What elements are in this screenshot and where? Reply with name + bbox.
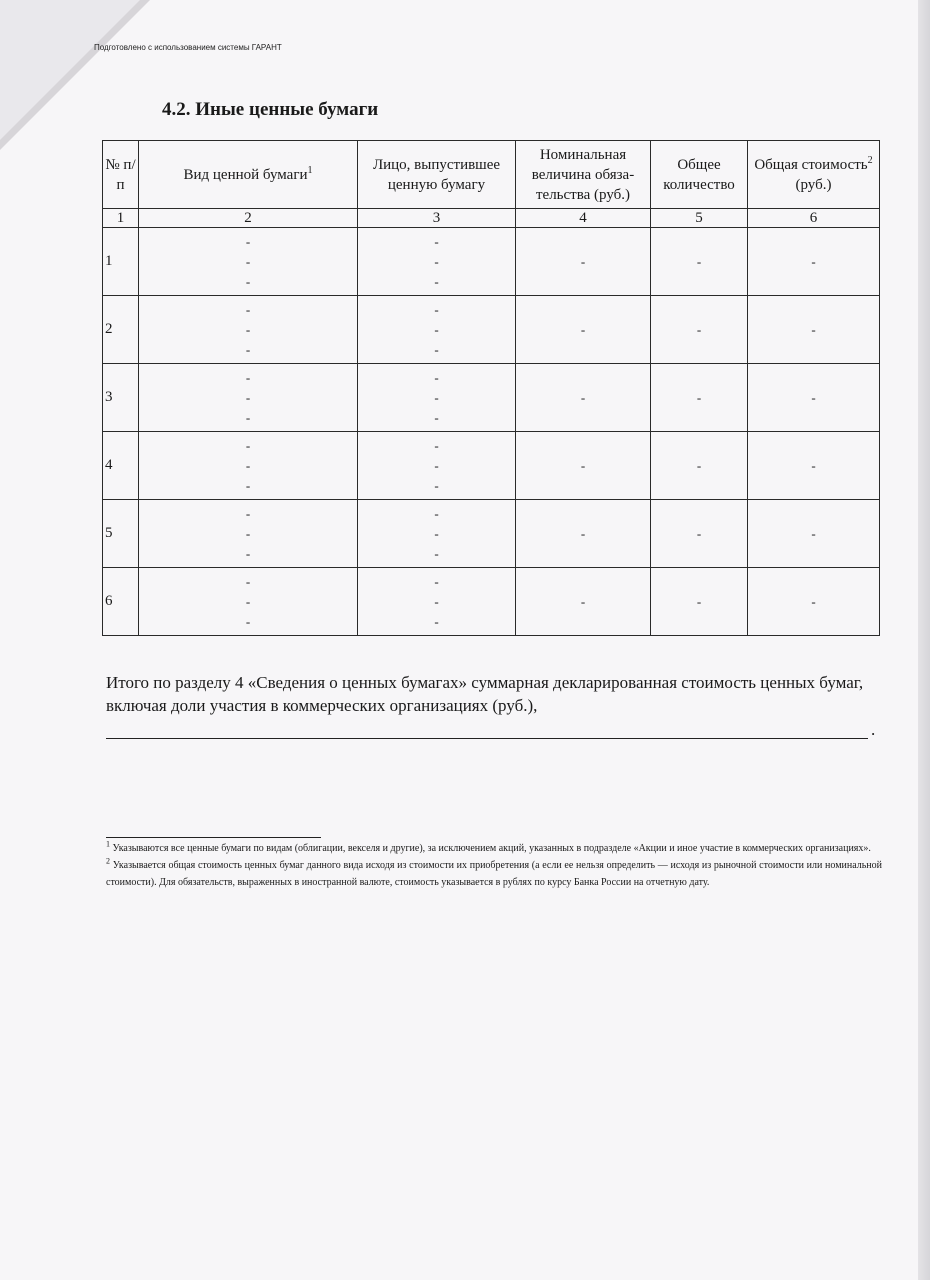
page-edge-shadow <box>918 0 930 1280</box>
cell-dash: - <box>434 525 439 541</box>
table-row <box>103 228 880 296</box>
summary-end-mark: . <box>871 720 876 739</box>
cell-dash: - <box>245 437 251 453</box>
row-number: 4 <box>103 432 139 500</box>
cell-dash: - <box>434 613 439 629</box>
column-number: 5 <box>651 209 748 228</box>
cell-dash: - <box>434 437 439 453</box>
row-number: 5 <box>103 500 139 568</box>
cell-dash: - <box>245 301 251 317</box>
header-issuer: Лицо, выпустившее ценную бумагу <box>358 141 516 209</box>
total-cell: - <box>748 228 880 296</box>
total-cell: - <box>748 296 880 364</box>
cell-dash: - <box>245 409 251 425</box>
cell-dash: - <box>434 505 439 521</box>
nominal-cell: - <box>516 228 651 296</box>
column-number: 1 <box>103 209 139 228</box>
column-number-row <box>103 209 880 228</box>
cell-dash: - <box>434 593 439 609</box>
nominal-cell: - <box>516 500 651 568</box>
row-number: 3 <box>103 364 139 432</box>
cell-dash: - <box>434 233 439 249</box>
summary-fill-line[interactable] <box>106 738 868 739</box>
row-number: 1 <box>103 228 139 296</box>
security-type-cell <box>139 228 358 296</box>
column-number: 6 <box>748 209 880 228</box>
table-row <box>103 364 880 432</box>
row-number: 2 <box>103 296 139 364</box>
cell-dash: - <box>434 389 439 405</box>
cell-dash: - <box>434 253 439 269</box>
cell-dash: - <box>434 321 439 337</box>
issuer-cell <box>358 432 516 500</box>
cell-dash: - <box>245 233 251 249</box>
quantity-cell: - <box>651 500 748 568</box>
footnote-1: $^1$ Указываются все ценные бумаги по видам (облигации, векселя и другие), за исключением акций, указанных в подразделе «Акции и иное участие в коммерческих организациях». <box>106 839 871 854</box>
quantity-cell: - <box>651 296 748 364</box>
total-cell: - <box>748 364 880 432</box>
total-cell: - <box>748 432 880 500</box>
security-type-cell <box>139 500 358 568</box>
cell-dash: - <box>434 273 439 289</box>
cell-dash: - <box>245 253 251 269</box>
header-total-value: Общая стоимость$^2$ (руб.) <box>748 141 880 209</box>
cell-dash: - <box>245 389 251 405</box>
total-cell: - <box>748 500 880 568</box>
cell-dash: - <box>434 301 439 317</box>
cell-dash: - <box>245 593 251 609</box>
quantity-cell: - <box>651 568 748 636</box>
table-row <box>103 296 880 364</box>
cell-dash: - <box>434 369 439 385</box>
security-type-cell <box>139 296 358 364</box>
footnote-2: $^2$ Указывается общая стоимость ценных бумаг данного вида исходя из стоимости их приобретения (а если ее нельзя определить — исходя из рыночной стоимости или номинальной стоимости). Для обязательств, выраженных в иностранной валюте, стоимость указывается в рублях по курсу Банка России на отчетную дату. <box>106 856 883 888</box>
issuer-cell <box>358 228 516 296</box>
issuer-cell <box>358 568 516 636</box>
header-row-number: № п/п <box>103 141 139 209</box>
header-total-quantity: Общее количество <box>651 141 748 209</box>
cell-dash: - <box>245 505 251 521</box>
footnotes <box>106 840 882 891</box>
nominal-cell: - <box>516 568 651 636</box>
cell-dash: - <box>434 457 439 473</box>
cell-dash: - <box>245 525 251 541</box>
table-row <box>103 432 880 500</box>
column-number: 4 <box>516 209 651 228</box>
cell-dash: - <box>245 457 251 473</box>
security-type-cell <box>139 568 358 636</box>
footnote-divider <box>106 837 321 838</box>
quantity-cell: - <box>651 228 748 296</box>
cell-dash: - <box>434 573 439 589</box>
column-number: 3 <box>358 209 516 228</box>
cell-dash: - <box>245 477 251 493</box>
cell-dash: - <box>245 273 251 289</box>
issuer-cell <box>358 500 516 568</box>
section-title: 4.2. Иные ценные бумаги <box>162 99 379 120</box>
securities-table <box>102 140 880 636</box>
total-cell: - <box>748 568 880 636</box>
section-summary-text: Итого по разделу 4 «Сведения о ценных бумагах» суммарная декларированная стоимость ценных бумаг, включая доли участия в коммерческих организациях (руб.), <box>106 673 864 715</box>
table-row <box>103 568 880 636</box>
cell-dash: - <box>245 573 251 589</box>
header-nominal-value: Номинальная величина обяза-тельства (руб.) <box>516 141 651 209</box>
cell-dash: - <box>434 545 439 561</box>
cell-dash: - <box>245 613 251 629</box>
garant-header-note: Подготовлено с использованием системы ГАРАНТ <box>94 43 282 52</box>
table-row <box>103 500 880 568</box>
cell-dash: - <box>245 369 251 385</box>
cell-dash: - <box>434 477 439 493</box>
cell-dash: - <box>245 341 251 357</box>
cell-dash: - <box>434 341 439 357</box>
cell-dash: - <box>245 321 251 337</box>
issuer-cell <box>358 364 516 432</box>
header-security-type: Вид ценной бумаги$^1$ <box>139 141 358 209</box>
page-corner-fold-highlight <box>0 0 140 140</box>
issuer-cell <box>358 296 516 364</box>
cell-dash: - <box>434 409 439 425</box>
security-type-cell <box>139 364 358 432</box>
nominal-cell: - <box>516 296 651 364</box>
nominal-cell: - <box>516 364 651 432</box>
quantity-cell: - <box>651 364 748 432</box>
quantity-cell: - <box>651 432 748 500</box>
header-row <box>103 141 880 209</box>
nominal-cell: - <box>516 432 651 500</box>
security-type-cell <box>139 432 358 500</box>
row-number: 6 <box>103 568 139 636</box>
column-number: 2 <box>139 209 358 228</box>
cell-dash: - <box>245 545 251 561</box>
